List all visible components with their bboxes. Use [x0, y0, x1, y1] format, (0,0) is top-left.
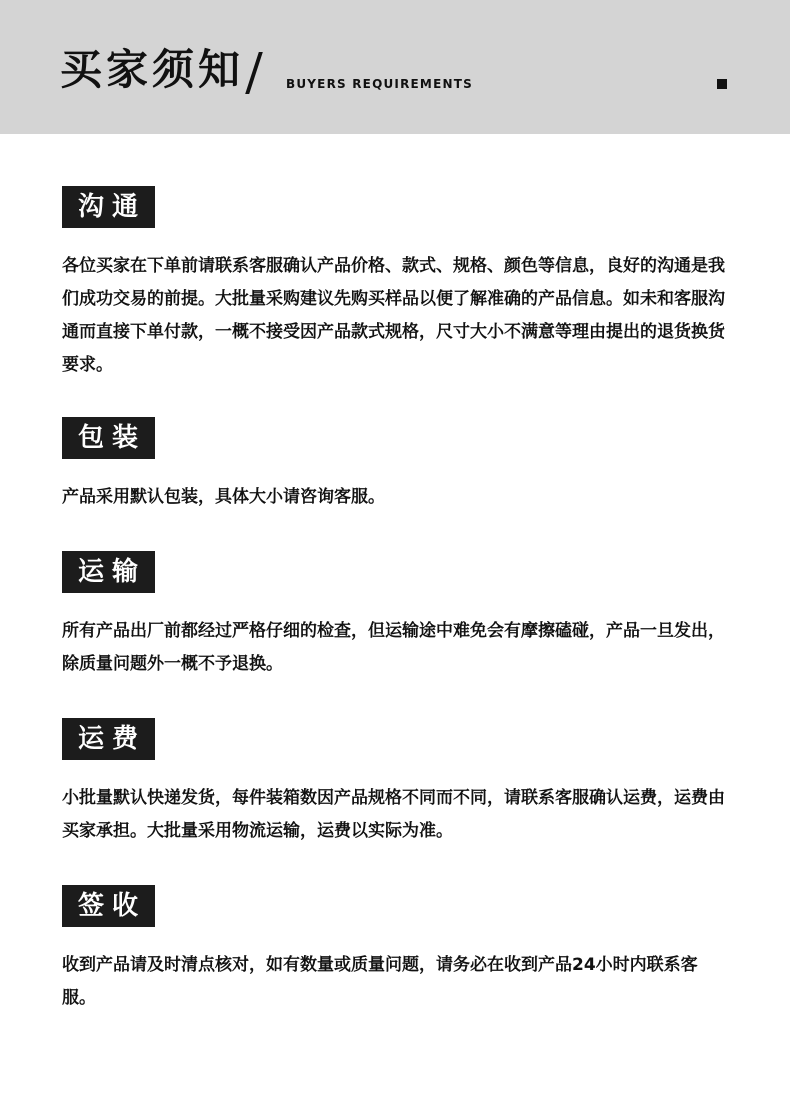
section-receipt — [62, 885, 732, 1015]
section-heading: 沟通 — [62, 186, 155, 228]
section-text: 小批量默认快递发货，每件装箱数因产品规格不同而不同，请联系客服确认运费，运费由买家承担。大批量采用物流运输，运费以实际为准。 — [62, 788, 725, 841]
section-shipping-cost — [62, 718, 732, 848]
title-divider-slash — [245, 52, 263, 94]
section-heading: 签收 — [62, 885, 155, 927]
section-text: 各位买家在下单前请联系客服确认产品价格、款式、规格、颜色等信息，良好的沟通是我们成功交易的前提。大批量采购建议先购买样品以便了解准确的产品信息。如未和客服沟通而直接下单付款，一概不接受因产品款式规格，尺寸大小不满意等理由提出的退货换货要求。 — [62, 256, 725, 375]
section-packaging — [62, 417, 732, 514]
section-text: 产品采用默认包装，具体大小请咨询客服。 — [62, 487, 385, 507]
header-banner — [0, 0, 790, 134]
page-subtitle: BUYERS REQUIREMENTS — [286, 77, 473, 91]
section-shipping — [62, 551, 732, 681]
section-heading: 包装 — [62, 417, 155, 459]
section-text: 所有产品出厂前都经过严格仔细的检查，但运输途中难免会有摩擦磕碰，产品一旦发出，除质量问题外一概不予退换。 — [62, 621, 725, 674]
square-marker-icon — [717, 79, 727, 89]
page-title: 买家须知 — [60, 45, 245, 94]
section-communication — [62, 186, 732, 382]
section-heading: 运输 — [62, 551, 155, 593]
section-text: 收到产品请及时清点核对，如有数量或质量问题，请务必在收到产品24小时内联系客服。 — [62, 955, 698, 1008]
section-heading: 运费 — [62, 718, 155, 760]
